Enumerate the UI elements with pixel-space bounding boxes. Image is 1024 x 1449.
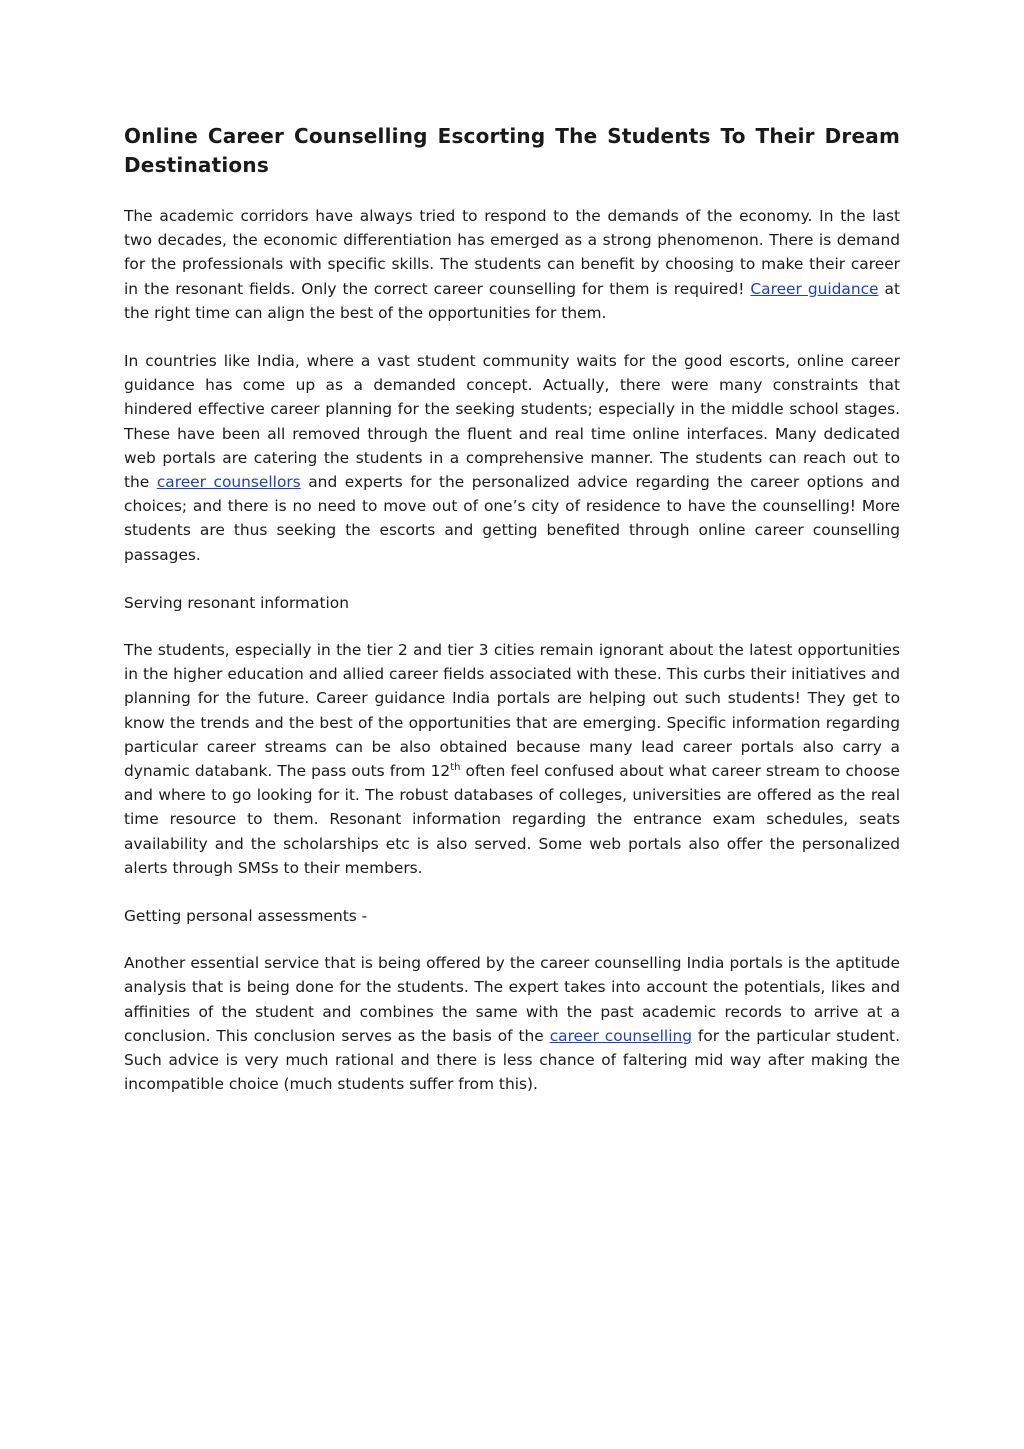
paragraph-india-text-a: In countries like India, where a vast student community waits for the good escorts, online career guidance has come up as a demanded concept. Actually, there were many constraints that hindered effective career planning for the seeking students; especially in the middle school stages. These have been all removed through the fluent and real time online interfaces. Many dedicated web portals are catering the students in a comprehensive manner. The students can reach out to the: [124, 352, 900, 492]
paragraph-intro-text-a: The academic corridors have always tried to respond to the demands of the economy. In the last two decades, the economic differentiation has emerged as a strong phenomenon. There is demand for the professionals with specific skills. The students can benefit by choosing to make their career in the resonant fields. Only the correct career counselling for them is required!: [124, 207, 900, 298]
section-heading-serving-information: Serving resonant information: [124, 593, 349, 612]
paragraph-assessments-text-a: Another essential service that is being offered by the career counselling India portals is the aptitude analysis that is being done for the students. The expert takes into account the potentials, likes and affinities of the student and combines the same with the past academic records to arrive at a conclusion. This conclusion serves as the basis of the: [124, 954, 900, 1045]
section-heading-personal-assessments: Getting personal assessments -: [124, 907, 368, 926]
paragraph-intro-text-b: at the right time can align the best of the opportunities for them.: [124, 279, 900, 322]
superscript-th: th: [450, 761, 461, 773]
paragraph-india-text-b: and experts for the personalized advice regarding the career options and choices; and there is no need to move out of one’s city of residence to have the counselling! More students are thus seeking the escorts and getting benefited through online career counselling passages.: [124, 473, 900, 564]
paragraph-serving-information: [124, 638, 900, 880]
career-guidance-link[interactable]: Career guidance: [750, 279, 879, 298]
document-page: [124, 122, 900, 1121]
paragraph-serving-text-b: often feel confused about what career stream to choose and where to go looking for it. The robust databases of colleges, universities are offered as the real time resource to them. Resonant information regarding the entrance exam schedules, seats availability and the scholarships etc is also served. Some web portals also offer the personalized alerts through SMSs to their members.: [124, 762, 900, 877]
paragraph-intro: [124, 204, 900, 325]
paragraph-serving-text-a: The students, especially in the tier 2 and tier 3 cities remain ignorant about the latest opportunities in the higher education and allied career fields associated with these. This curbs their initiatives and planning for the future. Career guidance India portals are helping out such students! They get to know the trends and the best of the opportunities that are emerging. Specific information regarding particular career streams can be also obtained because many lead career portals also carry a dynamic databank. The pass outs from 12: [124, 641, 900, 781]
career-counselling-link[interactable]: career counselling: [549, 1026, 692, 1045]
paragraph-assessments-text-b: for the particular student. Such advice is very much rational and there is less chance of faltering mid way after making the incompatible choice (much students suffer from this).: [124, 1026, 900, 1094]
paragraph-assessments: [124, 951, 900, 1096]
career-counsellors-link[interactable]: career counsellors: [156, 473, 301, 492]
document-title: Online Career Counselling Escorting The Students To Their Dream Destinations: [124, 124, 900, 177]
paragraph-india: [124, 349, 900, 567]
